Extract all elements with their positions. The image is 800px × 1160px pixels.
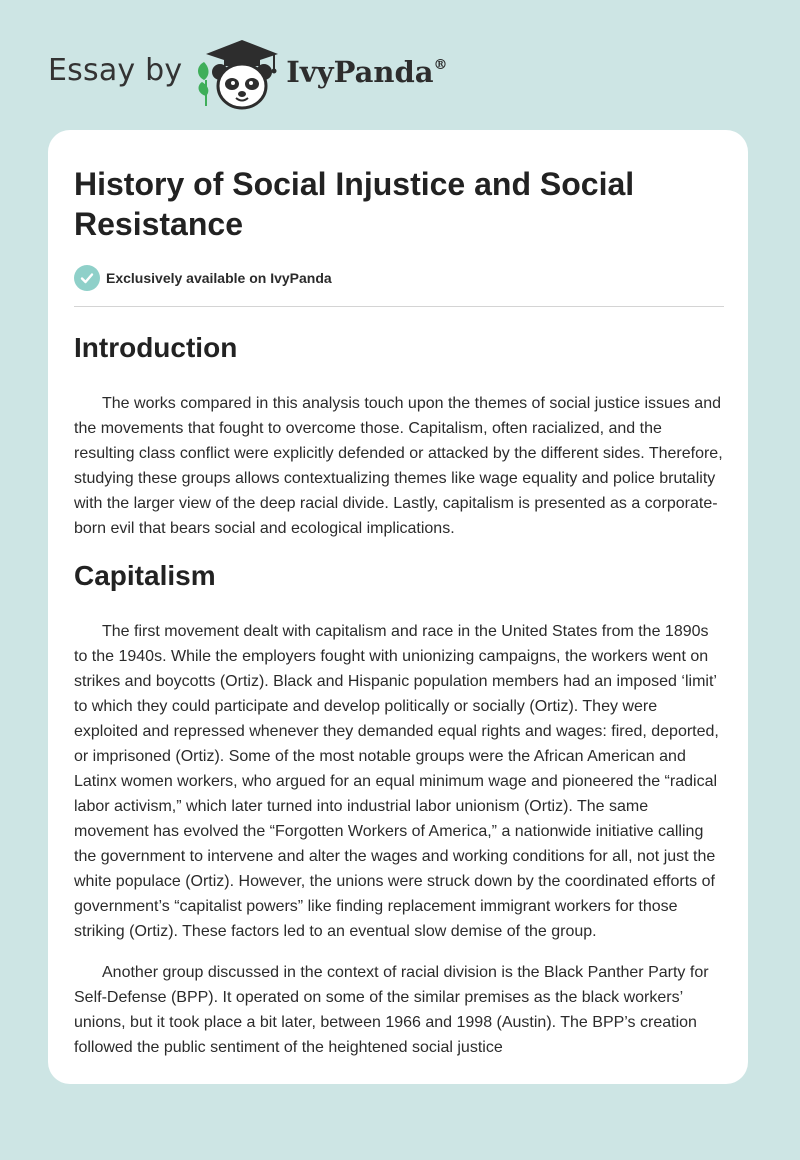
essay-by-label: Essay by xyxy=(48,52,183,88)
section-heading-capitalism: Capitalism xyxy=(74,560,216,591)
divider xyxy=(74,306,724,307)
check-icon xyxy=(74,265,100,291)
paragraph: The works compared in this analysis touch upon the themes of social justice issues and the movements that fought to overcome those. Capitalism, often racialized, and the resulting class conflict were explicitly defended or attacked by the different sides. Therefore, studying these groups allows contextualizing themes like wage equality and police brutality with the larger view of the deep racial divide. Lastly, capitalism is presented as a corporate-born evil that bears social and ecological implications. xyxy=(74,395,723,537)
paragraph: Another group discussed in the context of racial division is the Black Panther Party for Self-Defense (BPP). It operated on some of the similar premises as the black workers’ unions, but it took place a bit later, between 1966 and 1998 (Austin). The BPP’s creation followed the public sentiment of the heightened social justice xyxy=(74,964,709,1056)
page-title: History of Social Injustice and Social Resistance xyxy=(74,166,635,242)
site-header xyxy=(48,34,448,114)
panda-graduate-icon xyxy=(194,36,280,112)
essay-content xyxy=(74,164,724,1060)
brand-name: IvyPanda® xyxy=(286,55,448,89)
ivypanda-logo[interactable] xyxy=(194,36,447,112)
exclusive-badge xyxy=(74,264,724,292)
exclusive-label: Exclusively available on IvyPanda xyxy=(106,270,332,286)
essay-card xyxy=(48,130,748,1084)
registered-mark: ® xyxy=(433,57,448,73)
section-heading-introduction: Introduction xyxy=(74,332,238,363)
paragraph: The first movement dealt with capitalism and race in the United States from the 1890s to the 1940s. While the employers fought with unionizing campaigns, the workers went on strikes and boycotts (Ortiz). Black and Hispanic population members had an imposed ‘limit’ to which they could participate and develop politically or socially (Ortiz). They were exploited and repressed whenever they demanded equal rights and wages: fired, deported, or imprisoned (Ortiz). Some of the most notable groups were the African American and Latinx women workers, who argued for an equal minimum wage and pioneered the “radical labor activism,” which later turned into industrial labor unionism (Ortiz). The same movement has evolved the “Forgotten Workers of America,” a nationwide initiative calling the government to intervene and alter the wages and working conditions for all, not just the white populace (Ortiz). However, the unions were struck down by the coordinated efforts of government’s “capitalist powers” like finding replacement immigrant workers for those striking (Ortiz). These factors led to an eventual slow demise of the group. xyxy=(74,623,719,940)
